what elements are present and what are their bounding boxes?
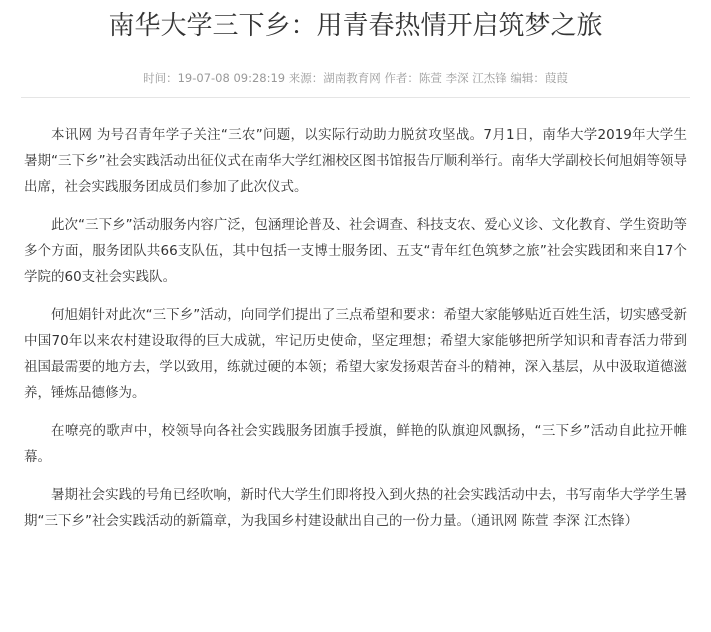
article-meta [0, 69, 711, 87]
paragraph-5: 暑期社会实践的号角已经吹响，新时代大学生们即将投入到火热的社会实践活动中去，书写南华大学学生暑期“三下乡”社会实践活动的新篇章，为我国乡村建设献出自己的一份力量。（通讯网 陈萱 李深 江杰锋） [24, 487, 687, 529]
meta-author-value: 陈萱 李深 江杰锋 [418, 71, 507, 85]
meta-source-label: 来源： [288, 71, 324, 85]
article-body [0, 98, 711, 534]
meta-time-label: 时间： [143, 71, 178, 85]
paragraph-3: 何旭娟针对此次“三下乡”活动，向同学们提出了三点希望和要求：希望大家能够贴近百姓生活，切实感受新中国70年以来农村建设取得的巨大成就，牢记历史使命，坚定理想；希望大家能够把所学知识和青春活力带到祖国最需要的地方去，学以致用，练就过硬的本领；希望大家发扬艰苦奋斗的精神，深入基层，从中汲取道德滋养，锤炼品德修为。 [24, 307, 687, 401]
meta-editor-value: 葭葭 [544, 71, 568, 85]
paragraph-1: 本讯网 为号召青年学子关注“三农”问题，以实际行动助力脱贫攻坚战。7月1日，南华大学2019年大学生暑期“三下乡”社会实践活动出征仪式在南华大学红湘校区图书馆报告厅顺利举行。南华大学副校长何旭娟等领导出席，社会实践服务团成员们参加了此次仪式。 [24, 127, 687, 195]
article-title: 南华大学三下乡：用青春热情开启筑梦之旅 [108, 11, 603, 41]
meta-editor-label: 编辑： [510, 71, 545, 85]
meta-time-value: 19-07-08 09:28:19 [177, 71, 286, 85]
meta-source-link[interactable]: 湖南教育网 [323, 71, 381, 85]
paragraph-4: 在嘹亮的歌声中，校领导向各社会实践服务团旗手授旗，鲜艳的队旗迎风飘扬，“三下乡”活动自此拉开帷幕。 [24, 423, 687, 465]
paragraph-2: 此次“三下乡”活动服务内容广泛，包涵理论普及、社会调查、科技支农、爱心义诊、文化教育、学生资助等多个方面，服务团队共66支队伍，其中包括一支博士服务团、五支“青年红色筑梦之旅”社会实践团和来自17个学院的60支社会实践队。 [24, 217, 687, 285]
meta-author-label: 作者： [384, 71, 419, 85]
